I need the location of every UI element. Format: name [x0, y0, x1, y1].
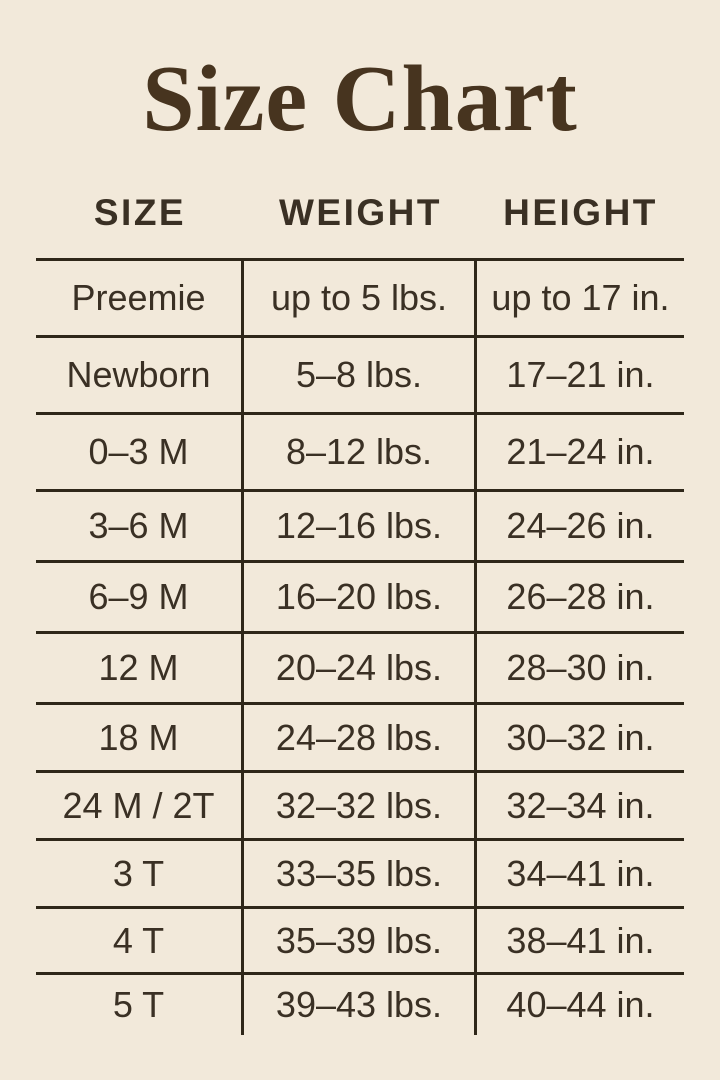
- table-row: [36, 702, 684, 770]
- size-chart-table: [36, 258, 684, 1035]
- height-cell: 32–34 in.: [506, 784, 655, 826]
- column-header-weight: WEIGHT: [279, 192, 442, 233]
- size-cell: 4 T: [36, 909, 244, 972]
- table-header-row: [36, 188, 684, 238]
- table-row: [36, 560, 684, 631]
- height-cell: 28–30 in.: [506, 647, 655, 688]
- weight-cell: 5–8 lbs.: [244, 338, 477, 412]
- height-cell: 24–26 in.: [506, 505, 655, 546]
- size-cell: 24 M / 2T: [36, 773, 244, 838]
- weight-cell: 12–16 lbs.: [244, 492, 477, 560]
- page-title: Size Chart: [142, 47, 578, 151]
- column-header-height: HEIGHT: [503, 192, 658, 233]
- weight-cell: 20–24 lbs.: [244, 634, 477, 702]
- table-row: [36, 906, 684, 972]
- size-cell: 12 M: [36, 634, 244, 702]
- size-cell: 0–3 M: [36, 415, 244, 489]
- table-row: [36, 258, 684, 335]
- table-row: [36, 335, 684, 412]
- height-cell: 34–41 in.: [506, 852, 655, 894]
- weight-cell: 16–20 lbs.: [244, 563, 477, 631]
- size-cell: 18 M: [36, 705, 244, 770]
- table-row: [36, 770, 684, 838]
- weight-cell: 39–43 lbs.: [244, 975, 477, 1035]
- table-row: [36, 972, 684, 1035]
- size-cell: 5 T: [36, 975, 244, 1035]
- size-cell: 3–6 M: [36, 492, 244, 560]
- height-cell: 38–41 in.: [506, 919, 655, 961]
- height-cell: 40–44 in.: [506, 984, 655, 1025]
- table-row: [36, 412, 684, 489]
- height-cell: 30–32 in.: [506, 716, 655, 758]
- height-cell: 21–24 in.: [506, 431, 655, 472]
- table-row: [36, 631, 684, 702]
- weight-cell: up to 5 lbs.: [244, 261, 477, 335]
- table-row: [36, 838, 684, 906]
- weight-cell: 8–12 lbs.: [244, 415, 477, 489]
- weight-cell: 32–32 lbs.: [244, 773, 477, 838]
- height-cell: up to 17 in.: [491, 277, 670, 318]
- height-cell: 26–28 in.: [506, 576, 655, 617]
- size-cell: Preemie: [36, 261, 244, 335]
- size-cell: Newborn: [36, 338, 244, 412]
- table-row: [36, 489, 684, 560]
- size-cell: 6–9 M: [36, 563, 244, 631]
- size-cell: 3 T: [36, 841, 244, 906]
- height-cell: 17–21 in.: [506, 354, 655, 395]
- column-header-size: SIZE: [93, 192, 187, 233]
- weight-cell: 35–39 lbs.: [244, 909, 477, 972]
- weight-cell: 33–35 lbs.: [244, 841, 477, 906]
- weight-cell: 24–28 lbs.: [244, 705, 477, 770]
